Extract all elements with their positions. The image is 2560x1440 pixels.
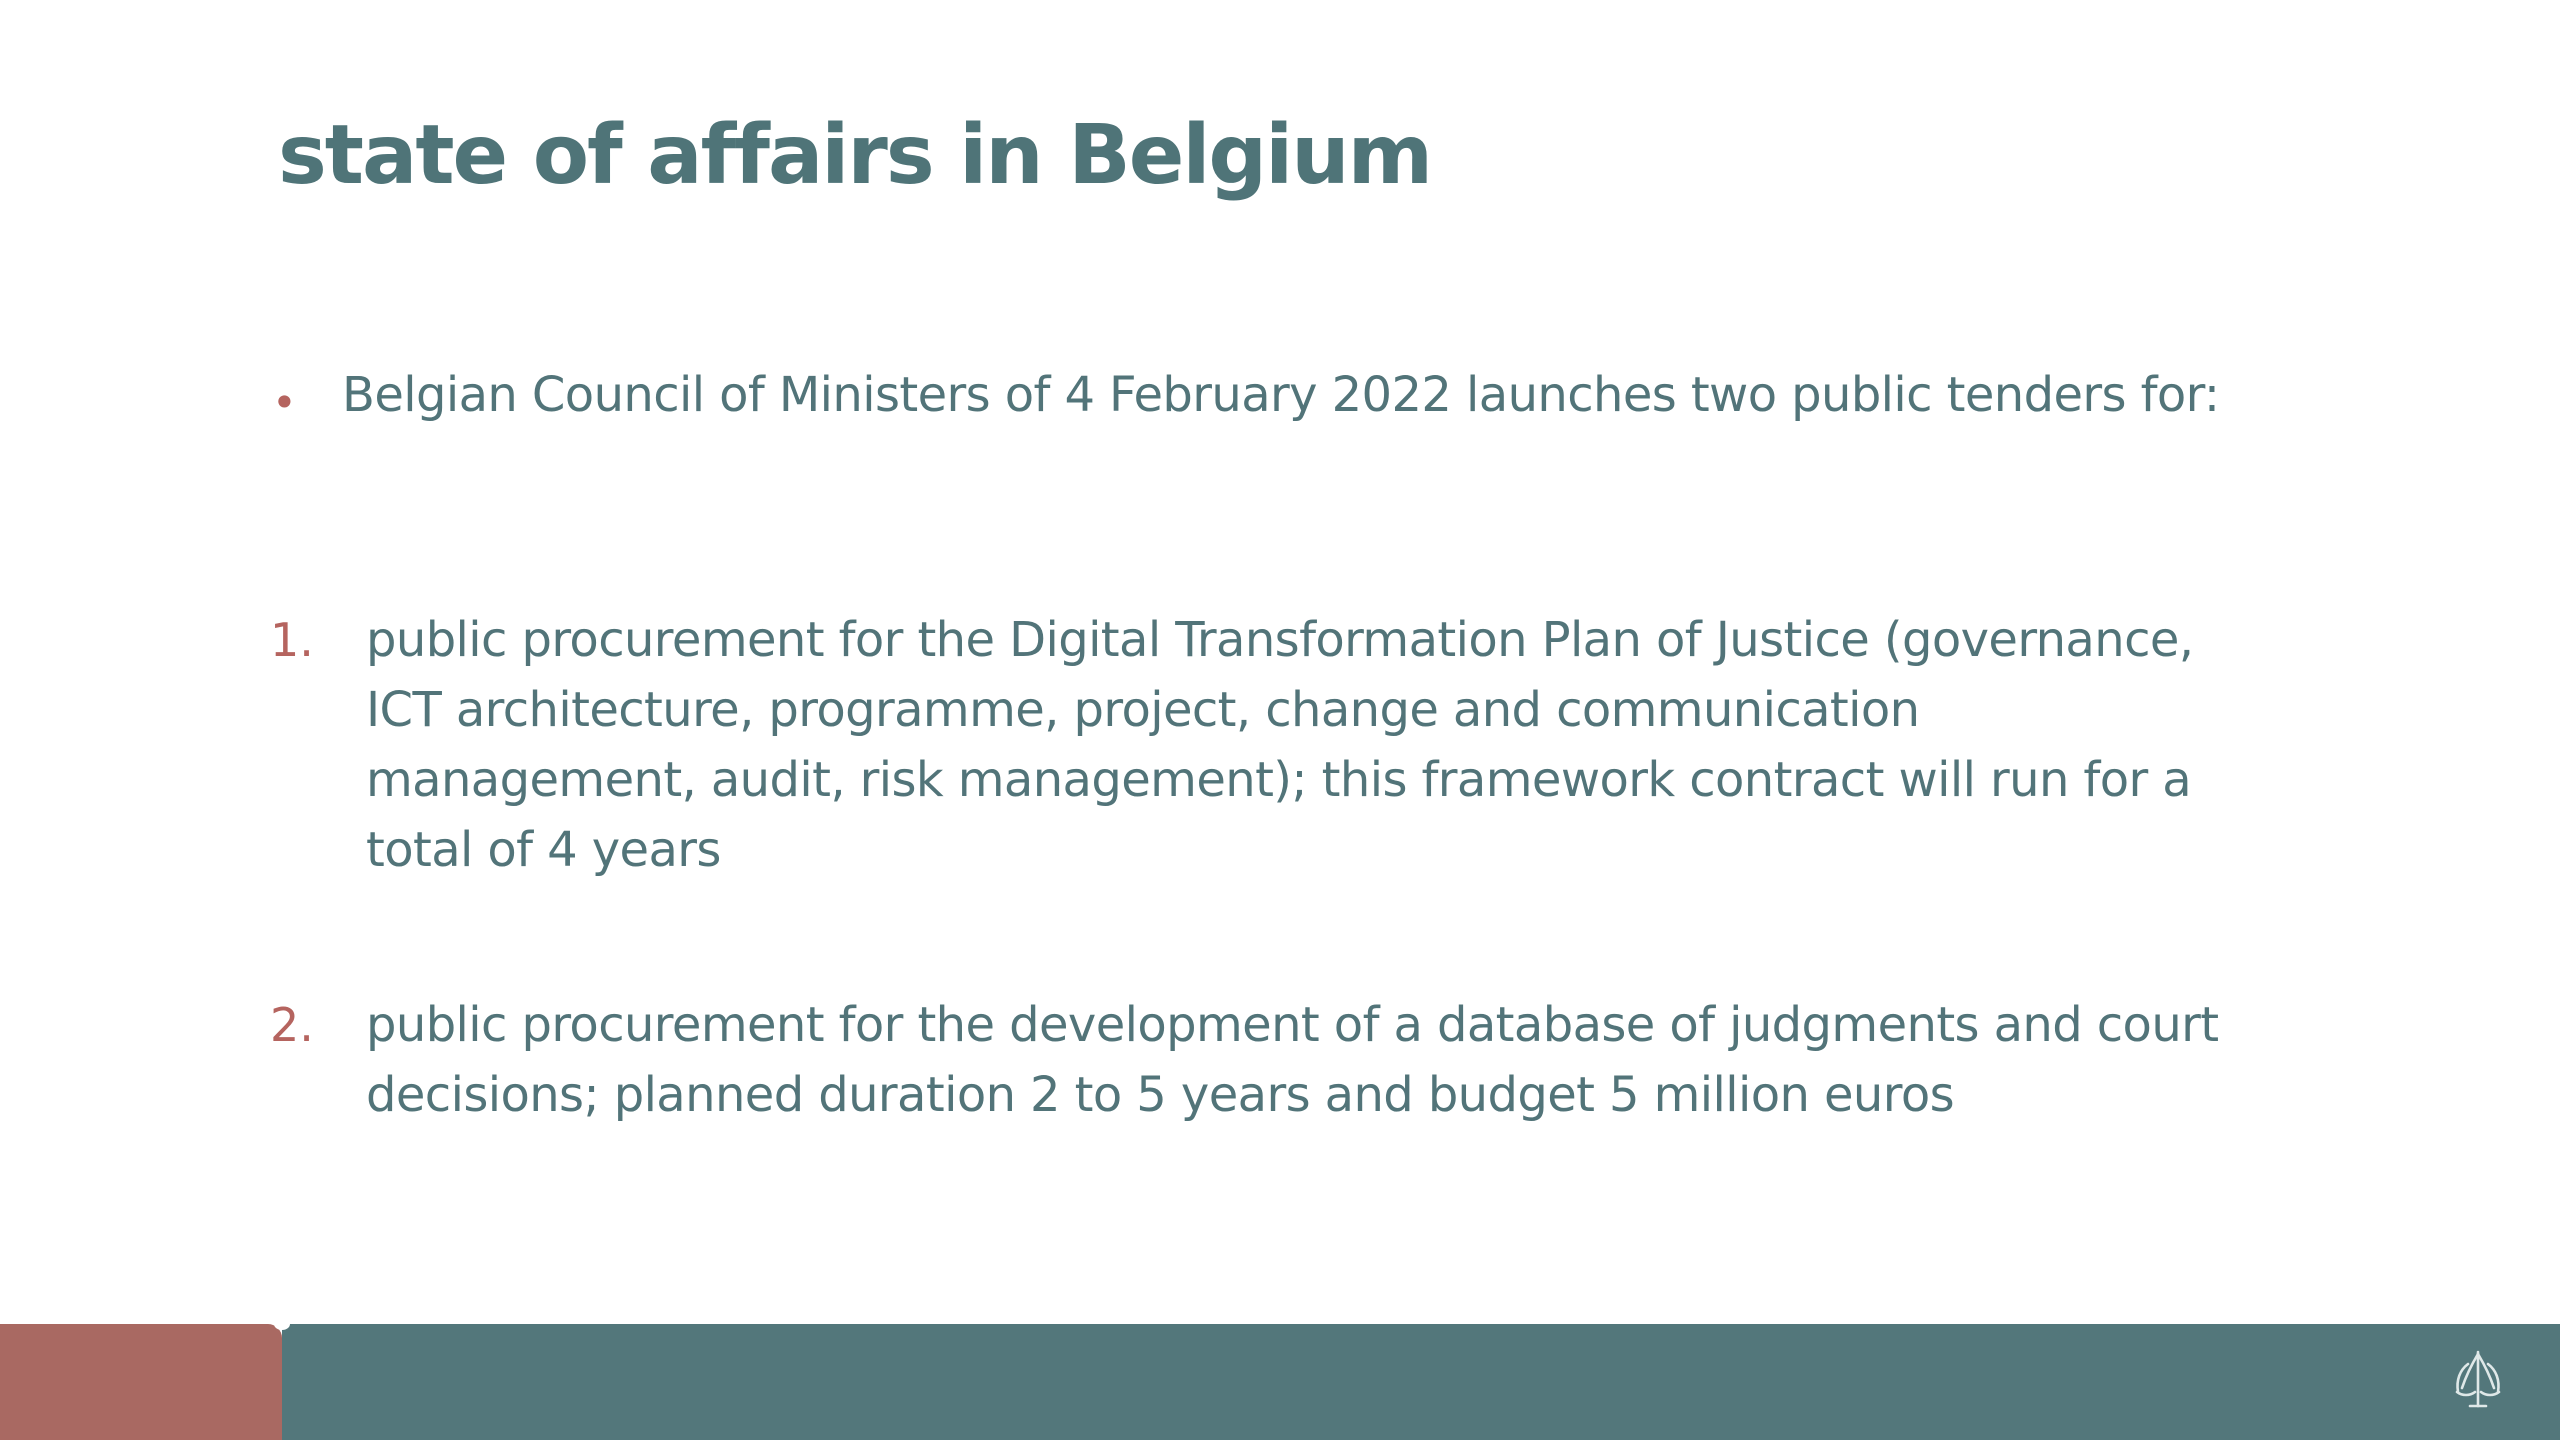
footer-bar <box>282 1324 2560 1440</box>
numbered-text-2: public procurement for the development of a database of judgments and court decisions; planned duration 2 to 5 years and budget 5 million euros <box>366 997 2219 1123</box>
slide-title: state of affairs in Belgium <box>278 108 1432 203</box>
footer-accent-block <box>0 1324 282 1440</box>
numbered-marker-1: 1. <box>270 613 314 667</box>
bullet-marker: • <box>272 378 297 427</box>
numbered-marker-2: 2. <box>270 998 314 1052</box>
justice-logo-icon <box>2448 1346 2508 1412</box>
footer-notch <box>274 1318 290 1330</box>
numbered-text-1: public procurement for the Digital Transformation Plan of Justice (governance, ICT architecture, programme, project, change and communication management, audit, risk management); this framework contract will run for a total of 4 years <box>366 612 2194 878</box>
bullet-text: Belgian Council of Ministers of 4 February 2022 launches two public tenders for: <box>342 367 2220 423</box>
